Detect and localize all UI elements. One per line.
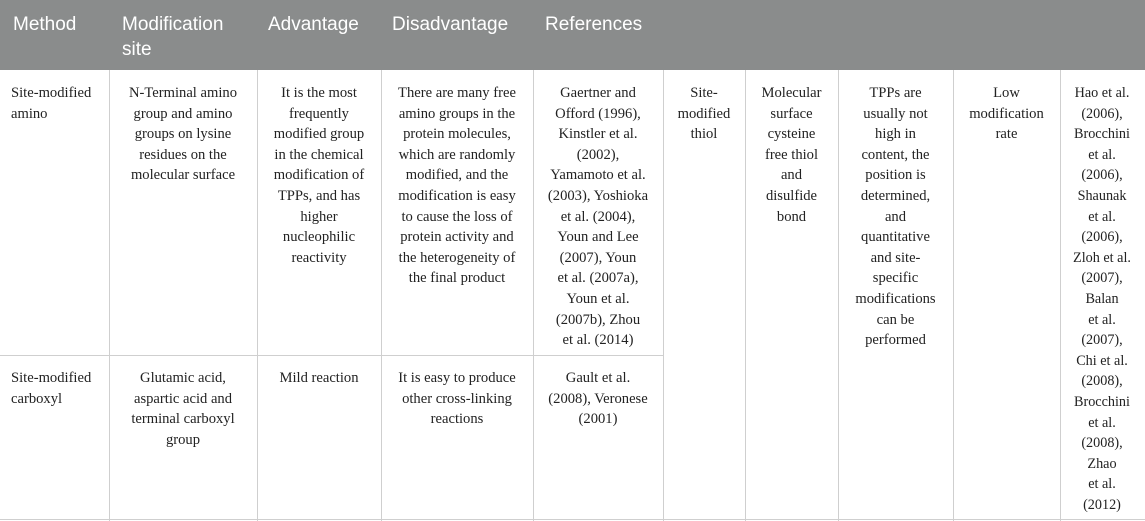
header-disadvantage: Disadvantage (392, 14, 509, 35)
cell-references-amino: Gaertner and Offord (1996), Kinstler et al. (2002), Yamamoto et al. (2003), Yoshioka et al. (2004), Youn and Lee (2007), Youn et al. (2007a), Youn et al. (2007b), Zhou et al. (2014) (547, 85, 649, 349)
cell-advantage-amino: It is the most frequently modified group in the chemical modification of TPPs, and has higher nucleophilic reactivity (273, 85, 365, 266)
header-method: Method (13, 14, 77, 35)
header-advantage: Advantage (268, 14, 359, 35)
cell-references-carboxyl: Gault et al. (2008), Veronese (2001) (548, 370, 648, 428)
cell-site-amino: N-Terminal amino group and amino groups on lysine residues on the molecular surface (129, 85, 237, 184)
column-divider (1060, 70, 1061, 521)
column-divider (381, 70, 382, 521)
column-divider (745, 70, 746, 521)
header-references: References (545, 14, 643, 35)
cell-references-thiol: Hao et al. (2006), Brocchini et al. (2006), Shaunak et al. (2006), Zloh et al. (2007), Balan et al. (2007), Chi et al. (2008), Brocchini et al. (2008), Zhao et al. (2012) (1073, 85, 1131, 513)
column-divider (663, 70, 664, 521)
cell-disadvantage-thiol: Low modification rate (969, 85, 1044, 143)
table-header-row (0, 0, 1145, 70)
cell-advantage-thiol: TPPs are usually not high in content, the position is determined, and quantitative and site- specific modifications can be performed (855, 85, 936, 349)
cell-site-carboxyl: Glutamic acid, aspartic acid and terminal carboxyl group (131, 370, 235, 448)
cell-disadvantage-amino: There are many free amino groups in the protein molecules, which are randomly modified, and the modification is easy to cause the loss of protein activity and the heterogeneity of the final product (398, 85, 516, 287)
cell-site-thiol: Molecular surface cysteine free thiol and disulfide bond (761, 85, 822, 225)
table-bottom-border (0, 519, 1145, 520)
cell-method-amino: Site-modified amino (11, 85, 92, 122)
column-divider (109, 70, 110, 521)
cell-method-carboxyl: Site-modified carboxyl (11, 370, 92, 407)
column-divider (953, 70, 954, 521)
header-modification-site: Modification site (122, 14, 224, 60)
column-divider (838, 70, 839, 521)
cell-advantage-carboxyl: Mild reaction (279, 370, 359, 386)
column-divider (533, 70, 534, 521)
cell-disadvantage-carboxyl: It is easy to produce other cross-linking reactions (398, 370, 516, 428)
column-divider (257, 70, 258, 521)
row-divider (0, 355, 663, 356)
cell-method-thiol: Site- modified thiol (677, 85, 731, 143)
